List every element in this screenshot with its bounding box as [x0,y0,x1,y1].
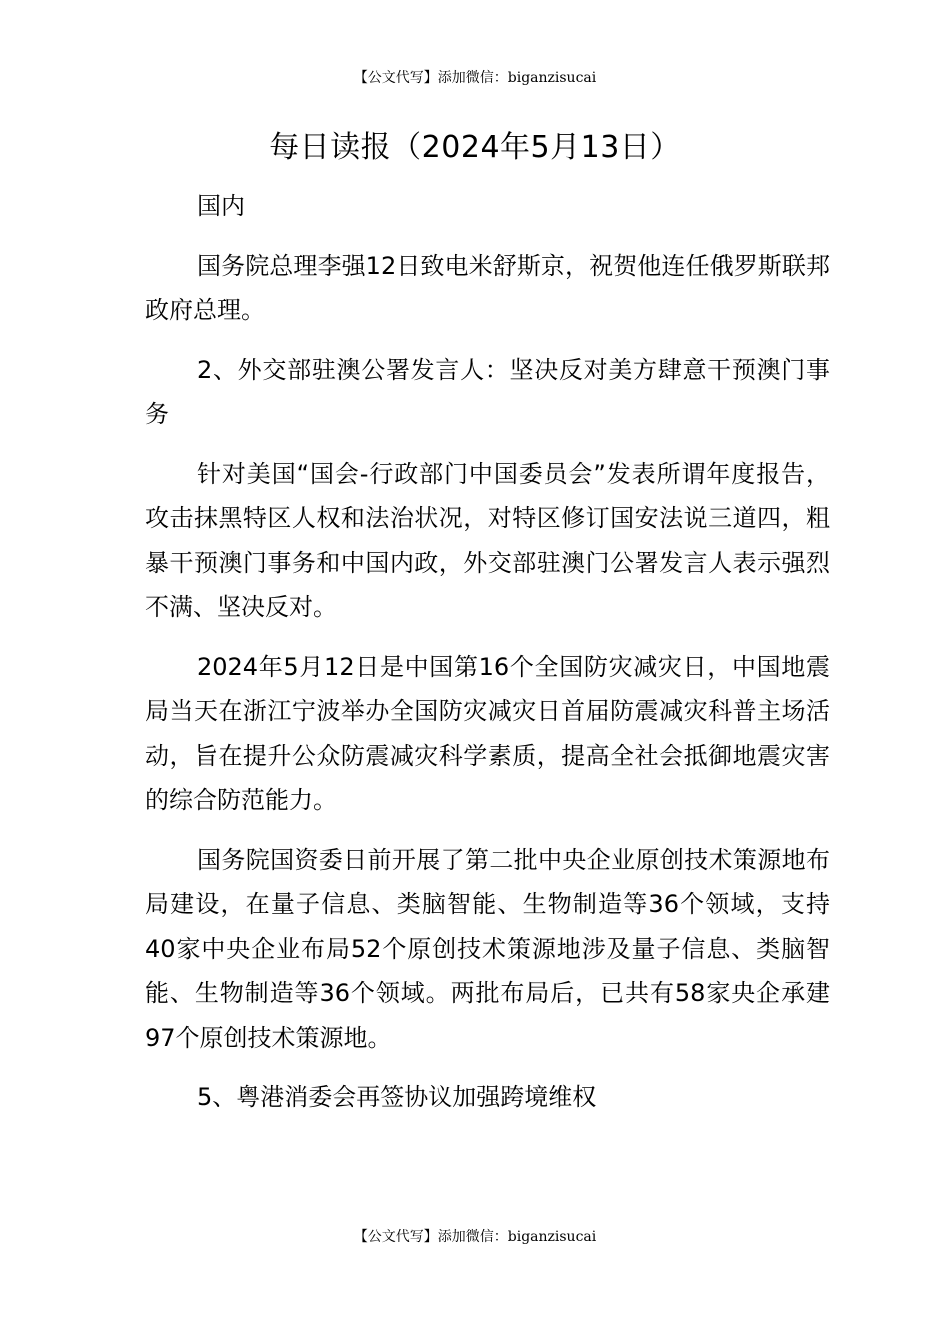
document-title: 每日读报（2024年5月13日） [269,130,681,165]
paragraph: 针对美国“国会-行政部门中国委员会”发表所谓年度报告，攻击抹黑特区人权和法治状况，对特区修订国安法说三道四，粗暴干预澳门事务和中国内政，外交部驻澳门公署发言人表示强烈不满、坚决反对。 [145,459,830,621]
header-watermark-note: 【公文代写】添加微信：biganzisucai [353,70,597,86]
paragraph: 国务院总理李强12日致电米舒斯京，祝贺他连任俄罗斯联邦政府总理。 [145,251,830,324]
paragraph: 5、粤港消委会再签协议加强跨境维权 [197,1083,597,1111]
paragraph: 2024年5月12日是中国第16个全国防灾减灾日，中国地震局当天在浙江宁波举办全国防灾减灾日首届防震减灾科普主场活动，旨在提升公众防震减灾科学素质，提高全社会抵御地震灾害的综合防范能力。 [145,652,830,814]
section-heading-domestic: 国内 [197,192,245,220]
paragraph: 2、外交部驻澳公署发言人：坚决反对美方肆意干预澳门事务 [145,355,830,428]
paragraph: 国务院国资委日前开展了第二批中央企业原创技术策源地布局建设，在量子信息、类脑智能、生物制造等36个领域，支持40家中央企业布局52个原创技术策源地涉及量子信息、类脑智能、生物制造等36个领域。两批布局后，已共有58家央企承建97个原创技术策源地。 [145,845,830,1052]
footer-watermark-note: 【公文代写】添加微信：biganzisucai [353,1229,597,1245]
document-body [145,184,830,1135]
